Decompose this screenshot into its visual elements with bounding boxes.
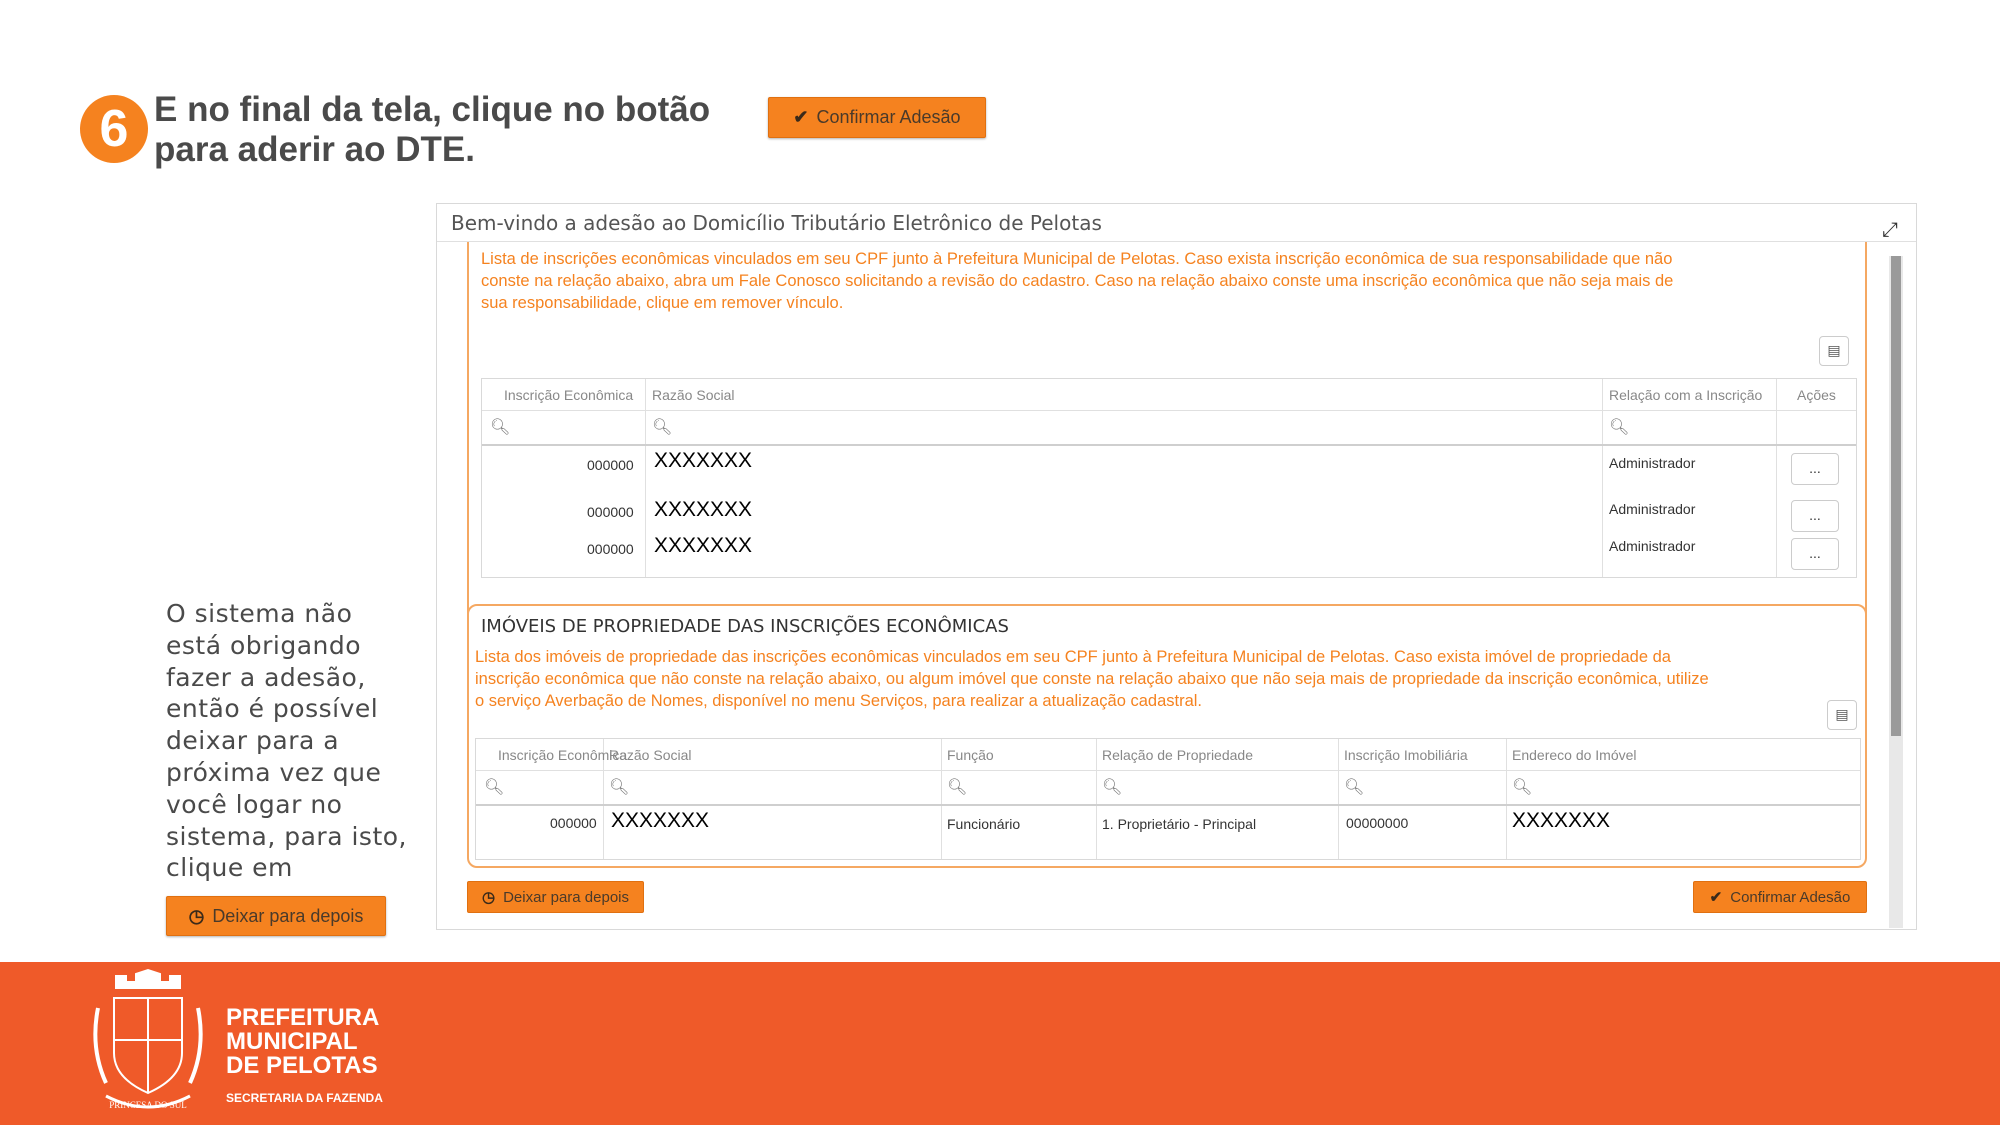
clock-icon: ◷	[482, 889, 496, 906]
confirm-adhesion-example-button[interactable]	[768, 97, 986, 138]
col-header-razao[interactable]: Razão Social	[609, 747, 692, 763]
col-header-relacao[interactable]: Relação com a Inscrição	[1609, 387, 1763, 403]
step-title-line2: para aderir ao DTE.	[154, 130, 475, 169]
step-title	[154, 90, 774, 170]
col-header-inscricao[interactable]: Inscrição Econômica	[498, 747, 628, 763]
print-icon: ▤	[1827, 343, 1841, 359]
expand-icon[interactable]: ⤢	[1882, 217, 1898, 241]
row3-actions-button[interactable]: ...	[1791, 538, 1839, 570]
property-row-funcao: Funcionário	[947, 816, 1021, 832]
clock-icon: ◷	[188, 905, 205, 926]
filter-relacao-search-icon[interactable]: 🔍︎	[1102, 779, 1123, 796]
note-line: clique em	[166, 853, 293, 883]
section1-desc-line: conste na relação abaixo, abra um Fale Conosco solicitando a revisão do cadastro. Caso na relação abaixo conste uma inscrição econômica que não seja mais de	[481, 272, 1674, 290]
section1-desc-line: sua responsabilidade, clique em remover vínculo.	[481, 294, 844, 312]
col-header-inscricao[interactable]: Inscrição Econômica	[504, 387, 634, 403]
row1-actions-button[interactable]: ...	[1791, 453, 1839, 485]
row2-inscricao: 000000	[587, 504, 634, 520]
note-line: você logar no	[166, 789, 343, 819]
properties-grid	[475, 738, 1861, 860]
col-header-acoes: Ações	[1797, 387, 1836, 403]
row2-relacao: Administrador	[1609, 501, 1696, 517]
row3-razao: XXXXXXX	[654, 534, 753, 557]
row2-razao: XXXXXXX	[654, 498, 753, 521]
filter-razao-search-icon[interactable]: 🔍︎	[609, 779, 630, 796]
row3-relacao: Administrador	[1609, 538, 1696, 554]
city-crest-logo	[86, 968, 211, 1118]
filter-inscricao-search-icon[interactable]: 🔍︎	[490, 419, 511, 436]
leave-for-later-label: Deixar para depois	[503, 888, 629, 906]
row1-razao: XXXXXXX	[654, 449, 753, 472]
side-note	[166, 598, 421, 884]
step-title-line1: E no final da tela, clique no botão	[154, 90, 711, 129]
filter-relacao-search-icon[interactable]: 🔍︎	[1609, 419, 1630, 436]
col-header-razao[interactable]: Razão Social	[652, 387, 735, 403]
note-line: fazer a adesão,	[166, 662, 366, 692]
section1-description	[481, 248, 1861, 314]
property-row-inscricao: 000000	[550, 815, 597, 831]
print-button[interactable]	[1827, 700, 1857, 730]
section2-title: IMÓVEIS DE PROPRIEDADE DAS INSCRIÇÕES ECONÔMICAS	[481, 616, 1009, 637]
adhesion-panel	[436, 203, 1917, 930]
note-line: está obrigando	[166, 630, 362, 660]
filter-imobiliaria-search-icon[interactable]: 🔍︎	[1344, 779, 1365, 796]
note-line: sistema, para isto,	[166, 821, 407, 851]
leave-for-later-example-button[interactable]	[166, 896, 386, 936]
note-line: O sistema não	[166, 599, 353, 628]
footer-organization-name	[226, 1006, 379, 1078]
property-row-imobiliaria: 00000000	[1346, 815, 1409, 831]
properties-section	[467, 604, 1867, 868]
vertical-scrollbar[interactable]	[1889, 256, 1903, 928]
leave-for-later-button[interactable]	[467, 881, 644, 913]
crest-motto: PRINCESA DO SUL	[109, 1100, 187, 1110]
scrollbar-thumb[interactable]	[1891, 256, 1901, 736]
print-button[interactable]	[1819, 336, 1849, 366]
footer-subtitle: SECRETARIA DA FAZENDA	[226, 1091, 383, 1105]
col-header-endereco[interactable]: Endereco do Imóvel	[1512, 747, 1637, 763]
note-line: próxima vez que	[166, 757, 382, 787]
section1-desc-line: Lista de inscrições econômicas vinculados em seu CPF junto à Prefeitura Municipal de Pelotas. Caso exista inscrição econômica de sua responsabilidade que não	[481, 250, 1673, 268]
filter-inscricao-search-icon[interactable]: 🔍︎	[484, 779, 505, 796]
leave-for-later-example-label: Deixar para depois	[212, 905, 364, 926]
note-line: deixar para a	[166, 726, 340, 756]
footer-name-line: PREFEITURA	[226, 1004, 380, 1031]
property-row-relacao: 1. Proprietário - Principal	[1102, 816, 1257, 832]
filter-funcao-search-icon[interactable]: 🔍︎	[947, 779, 968, 796]
row3-inscricao: 000000	[587, 541, 634, 557]
section2-desc-line: o serviço Averbação de Nomes, disponível no menu Serviços, para realizar a atualização cadastral.	[475, 692, 1202, 710]
row2-actions-button[interactable]: ...	[1791, 500, 1839, 532]
note-line: então é possível	[166, 694, 379, 724]
step-number-badge: 6	[80, 95, 148, 163]
property-row-endereco: XXXXXXX	[1512, 809, 1611, 832]
section2-description	[475, 646, 1865, 712]
property-row-razao: XXXXXXX	[611, 809, 710, 832]
economic-registrations-grid	[481, 378, 1857, 578]
footer-name-line: DE PELOTAS	[226, 1052, 378, 1079]
print-icon: ▤	[1835, 707, 1849, 723]
section2-desc-line: Lista dos imóveis de propriedade das inscrições econômicas vinculados em seu CPF junto à Prefeitura Municipal de Pelotas. Caso exista imóvel de propriedade da	[475, 648, 1671, 666]
confirm-adhesion-example-label: Confirmar Adesão	[816, 107, 961, 127]
checkmark-icon: ✔	[793, 107, 809, 127]
confirm-adhesion-label: Confirmar Adesão	[1730, 888, 1851, 906]
row1-relacao: Administrador	[1609, 455, 1696, 471]
col-header-relacao-propriedade[interactable]: Relação de Propriedade	[1102, 747, 1253, 763]
panel-title: Bem-vindo a adesão ao Domicílio Tributário Eletrônico de Pelotas	[451, 211, 1102, 235]
row1-inscricao: 000000	[587, 457, 634, 473]
col-header-inscricao-imobiliaria[interactable]: Inscrição Imobiliária	[1344, 747, 1468, 763]
footer-name-line: MUNICIPAL	[226, 1028, 358, 1055]
col-header-funcao[interactable]: Função	[947, 747, 994, 763]
confirm-adhesion-button[interactable]	[1693, 881, 1867, 913]
filter-endereco-search-icon[interactable]: 🔍︎	[1512, 779, 1533, 796]
filter-razao-search-icon[interactable]: 🔍︎	[652, 419, 673, 436]
panel-header	[437, 204, 1916, 242]
checkmark-icon: ✔	[1709, 889, 1723, 906]
section2-desc-line: inscrição econômica que não conste na relação abaixo, ou algum imóvel que conste na relação abaixo que não seja mais de propriedade da inscrição econômica, utilize	[475, 670, 1709, 688]
